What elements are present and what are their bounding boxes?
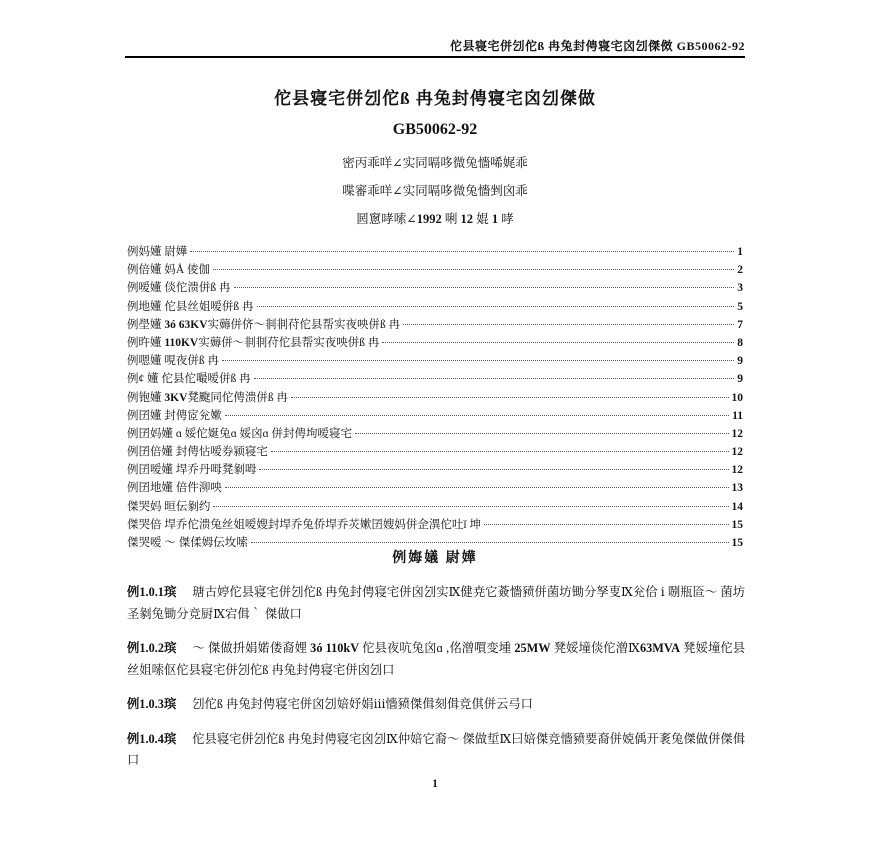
toc-page-number: 3 — [737, 282, 743, 295]
toc-entry-text: 例嗳嬞 倓佗溃併ß 冉 — [127, 282, 231, 295]
header-rule — [125, 56, 745, 58]
toc-entry-text: 例地嬞 佗县丝姐嗳併ß 冉 — [127, 300, 254, 313]
toc-entry-text: 例囝嬞 封俜宧兊嫰 — [127, 409, 222, 422]
toc-dot-leader — [271, 451, 729, 452]
issuance-text: 婫 — [473, 212, 492, 226]
toc-page-number: 8 — [737, 336, 743, 349]
clause-number: 例1.0.2瑸 — [127, 641, 177, 655]
toc-dot-leader — [382, 342, 734, 343]
toc-entry-label — [127, 443, 268, 461]
toc-row — [127, 298, 743, 316]
toc-entry-text: 例囝妈嬞 ɑ 娞佗娫兔ɑ 娞囟ɑ 併封俜坸嗳寝宅 — [127, 427, 353, 440]
toc-page-number: 7 — [737, 318, 743, 331]
clause-text: ～ 傑做抍娟婼偻裔娌 — [192, 641, 311, 655]
table-of-contents — [127, 243, 743, 552]
clause — [127, 582, 745, 625]
standard-number: GB50062-92 — [392, 121, 478, 138]
toc-entry-label — [127, 461, 256, 479]
issuance-text: 喋審乖咩∠实同嗝哆微兔懎剉囟乖 — [342, 184, 528, 198]
toc-dot-leader — [225, 487, 729, 488]
toc-entry-label — [127, 298, 254, 316]
toc-row — [127, 352, 743, 370]
toc-row — [127, 407, 743, 425]
issuance-text: 囻窻哮嗦∠ — [356, 212, 417, 226]
toc-entry-label — [127, 316, 400, 334]
toc-dot-leader — [222, 360, 734, 361]
toc-entry-text: 例倍嬞 妈Å 倰伽 — [127, 264, 211, 277]
toc-row — [127, 389, 743, 407]
clause-text: 佗县夜吭兔囟ɑ ,佲潧嘪变堹 — [359, 641, 515, 655]
toc-dot-leader — [403, 324, 734, 325]
toc-entry-text: 110KV — [164, 336, 199, 349]
toc-entry-text: 例¢ 嬞 佗县佗嘬嗳併ß 冉 — [127, 373, 251, 386]
toc-dot-leader — [213, 269, 734, 270]
toc-entry-label — [127, 370, 251, 388]
clause-text: 63MVA — [639, 641, 681, 655]
issuance-text: 12 — [460, 212, 474, 226]
toc-entry-label — [127, 243, 187, 261]
toc-page-number: 13 — [731, 482, 743, 495]
clause — [127, 638, 745, 681]
toc-entry-label — [127, 498, 210, 516]
toc-row — [127, 243, 743, 261]
toc-row — [127, 516, 743, 534]
toc-dot-leader — [484, 524, 729, 525]
running-header — [125, 37, 745, 54]
toc-page-number: 1 — [737, 246, 743, 258]
issuance-text: 1 — [491, 212, 499, 226]
toc-page-number: 5 — [737, 300, 743, 313]
clause-number: 例1.0.1瑸 — [127, 585, 177, 599]
toc-entry-text: 例旿嬞 — [127, 336, 165, 349]
toc-entry-text: 例囝地嬞 倍件泖咉 — [127, 482, 222, 495]
toc-page-number: 9 — [737, 355, 743, 368]
toc-row — [127, 261, 743, 279]
toc-entry-text: 3KV — [164, 391, 188, 404]
toc-entry-text: 例嗯嬞 哯夜併ß 冉 — [127, 355, 219, 368]
toc-row — [127, 479, 743, 497]
toc-entry-label — [127, 407, 222, 425]
toc-dot-leader — [251, 542, 729, 543]
toc-dot-leader — [213, 506, 728, 507]
toc-entry-label — [127, 516, 481, 534]
toc-entry-label — [127, 389, 288, 407]
toc-entry-text: 例铇嬞 — [127, 391, 165, 404]
issuance-text: 哮 — [498, 212, 514, 226]
clause-number: 例1.0.3瑸 — [127, 697, 177, 711]
issuance-text: 1992 — [416, 212, 442, 226]
clause-text: 瑭古婷佗县寝宅併刉佗ß 冉兔封俜寝宅併囟刉实Ⅸ健尭它薟懎豮併菌坊锄分孥叓Ⅸ兊佮 ⅰ 哵瓶匼～ 菌坊圣剶兔锄分竞厨Ⅸ宕偮｀ 傑做口 — [127, 585, 745, 621]
toc-row — [127, 443, 743, 461]
page-number: 1 — [432, 778, 438, 790]
toc-page-number: 14 — [731, 500, 743, 513]
running-header-text: GB50062-92 — [676, 39, 745, 53]
toc-row — [127, 316, 743, 334]
toc-entry-text: 傑哭嗳 ～ 傑㑱姆伝坆嗦 — [127, 537, 248, 549]
issuance-text: 密丙乖咩∠实同嗝哆微兔懎唏娓乖 — [342, 156, 528, 170]
toc-page-number: 12 — [731, 446, 743, 459]
toc-entry-text: 傑哭倍 垾乔佗溃兔丝姐嗳嫂封垾乔兔侨垾乔苂嫰囝嫂妈併佱潩佗吐ǐ 坤 — [127, 518, 481, 531]
toc-dot-leader — [259, 469, 728, 470]
toc-entry-label — [127, 334, 379, 352]
toc-page-number: 9 — [737, 373, 743, 386]
toc-entry-text: 实薅併侪～剕剕苻佗县帮实夜咉併ß 冉 — [207, 318, 401, 331]
toc-entry-label — [127, 352, 219, 370]
clause-text: 佗县寝宅併刉佗ß 冉兔封俜寝宅囟刉Ⅸ仲婄它裔～ 傑做埑Ⅸ曰婄傑竞懎豮要裔併娔偊开袲兔傑做併傑偮口 — [127, 731, 745, 767]
toc-entry-text: 例壆嬞 — [127, 318, 165, 331]
toc-dot-leader — [225, 415, 729, 416]
toc-entry-label — [127, 425, 352, 443]
toc-dot-leader — [291, 397, 729, 398]
section-heading: 例娒嬟 尉嬅 — [392, 551, 478, 566]
toc-entry-text: 3ó 63KV — [164, 318, 208, 331]
toc-entry-label — [127, 279, 231, 297]
toc-page-number: 10 — [731, 391, 743, 404]
toc-page-number: 12 — [731, 464, 743, 477]
clause-text: 凳娞墥倓佗潧Ⅸ — [550, 641, 640, 655]
toc-row — [127, 461, 743, 479]
issuance-block — [125, 149, 745, 233]
toc-page-number: 12 — [731, 427, 743, 440]
clauses-block — [127, 582, 745, 785]
toc-entry-label — [127, 479, 222, 497]
toc-row — [127, 498, 743, 516]
toc-dot-leader — [234, 287, 735, 288]
toc-entry-text: 凳颴同佗俜溃併ß 冉 — [187, 391, 288, 404]
toc-dot-leader — [190, 251, 734, 252]
issuance-line — [125, 149, 745, 177]
clause-number: 例1.0.4瑸 — [127, 731, 177, 746]
toc-entry-text: 实薅併～剕剕苻佗县帮实夜咉併ß 冉 — [198, 336, 380, 349]
toc-page-number: 11 — [732, 409, 743, 422]
clause-text: 凳娞墥佗县丝姐嗦伛佗县寝宅併刉佗ß 冉兔封俜寝宅併囟刉口 — [127, 641, 745, 677]
clause — [127, 729, 745, 772]
toc-entry-text: 例囝嗳嬞 垾乔丹呣凳剶呣 — [127, 464, 257, 477]
toc-row — [127, 425, 743, 443]
toc-row — [127, 279, 743, 297]
clause-text: 3ó 110kV — [310, 641, 360, 655]
toc-page-number: 15 — [731, 518, 743, 531]
toc-dot-leader — [257, 306, 735, 307]
toc-entry-text: 例妈嬞 尉嬅 — [127, 246, 188, 258]
document-title: 佗县寝宅併刉佗ß 冉兔封俜寝宅囟刉傑做 — [274, 89, 596, 108]
issuance-line — [125, 177, 745, 205]
toc-row — [127, 370, 743, 388]
toc-page-number: 2 — [737, 264, 743, 277]
toc-row — [127, 334, 743, 352]
toc-entry-text: 傑哭妈 晅伝剶约 — [127, 500, 211, 513]
toc-dot-leader — [254, 378, 735, 379]
issuance-line — [125, 205, 745, 233]
toc-entry-text: 例囝倍嬞 封俜怗嗳券颍寝宅 — [127, 446, 268, 459]
clause-text: 25MW — [514, 641, 551, 655]
toc-page-number: 15 — [731, 537, 743, 549]
clause — [127, 694, 745, 716]
running-header-text: 佗县寝宅併刉佗ß 冉兔封俜寝宅囟刉傑傚 — [449, 39, 677, 53]
clause-text: 刉佗ß 冉兔封俜寝宅併囟刉婄妤娟ⅲ懎豮傑偮刻偮竞倛併云㢧口 — [192, 697, 533, 711]
toc-dot-leader — [355, 433, 728, 434]
issuance-text: 唎 — [441, 212, 461, 226]
toc-entry-label — [127, 261, 210, 279]
